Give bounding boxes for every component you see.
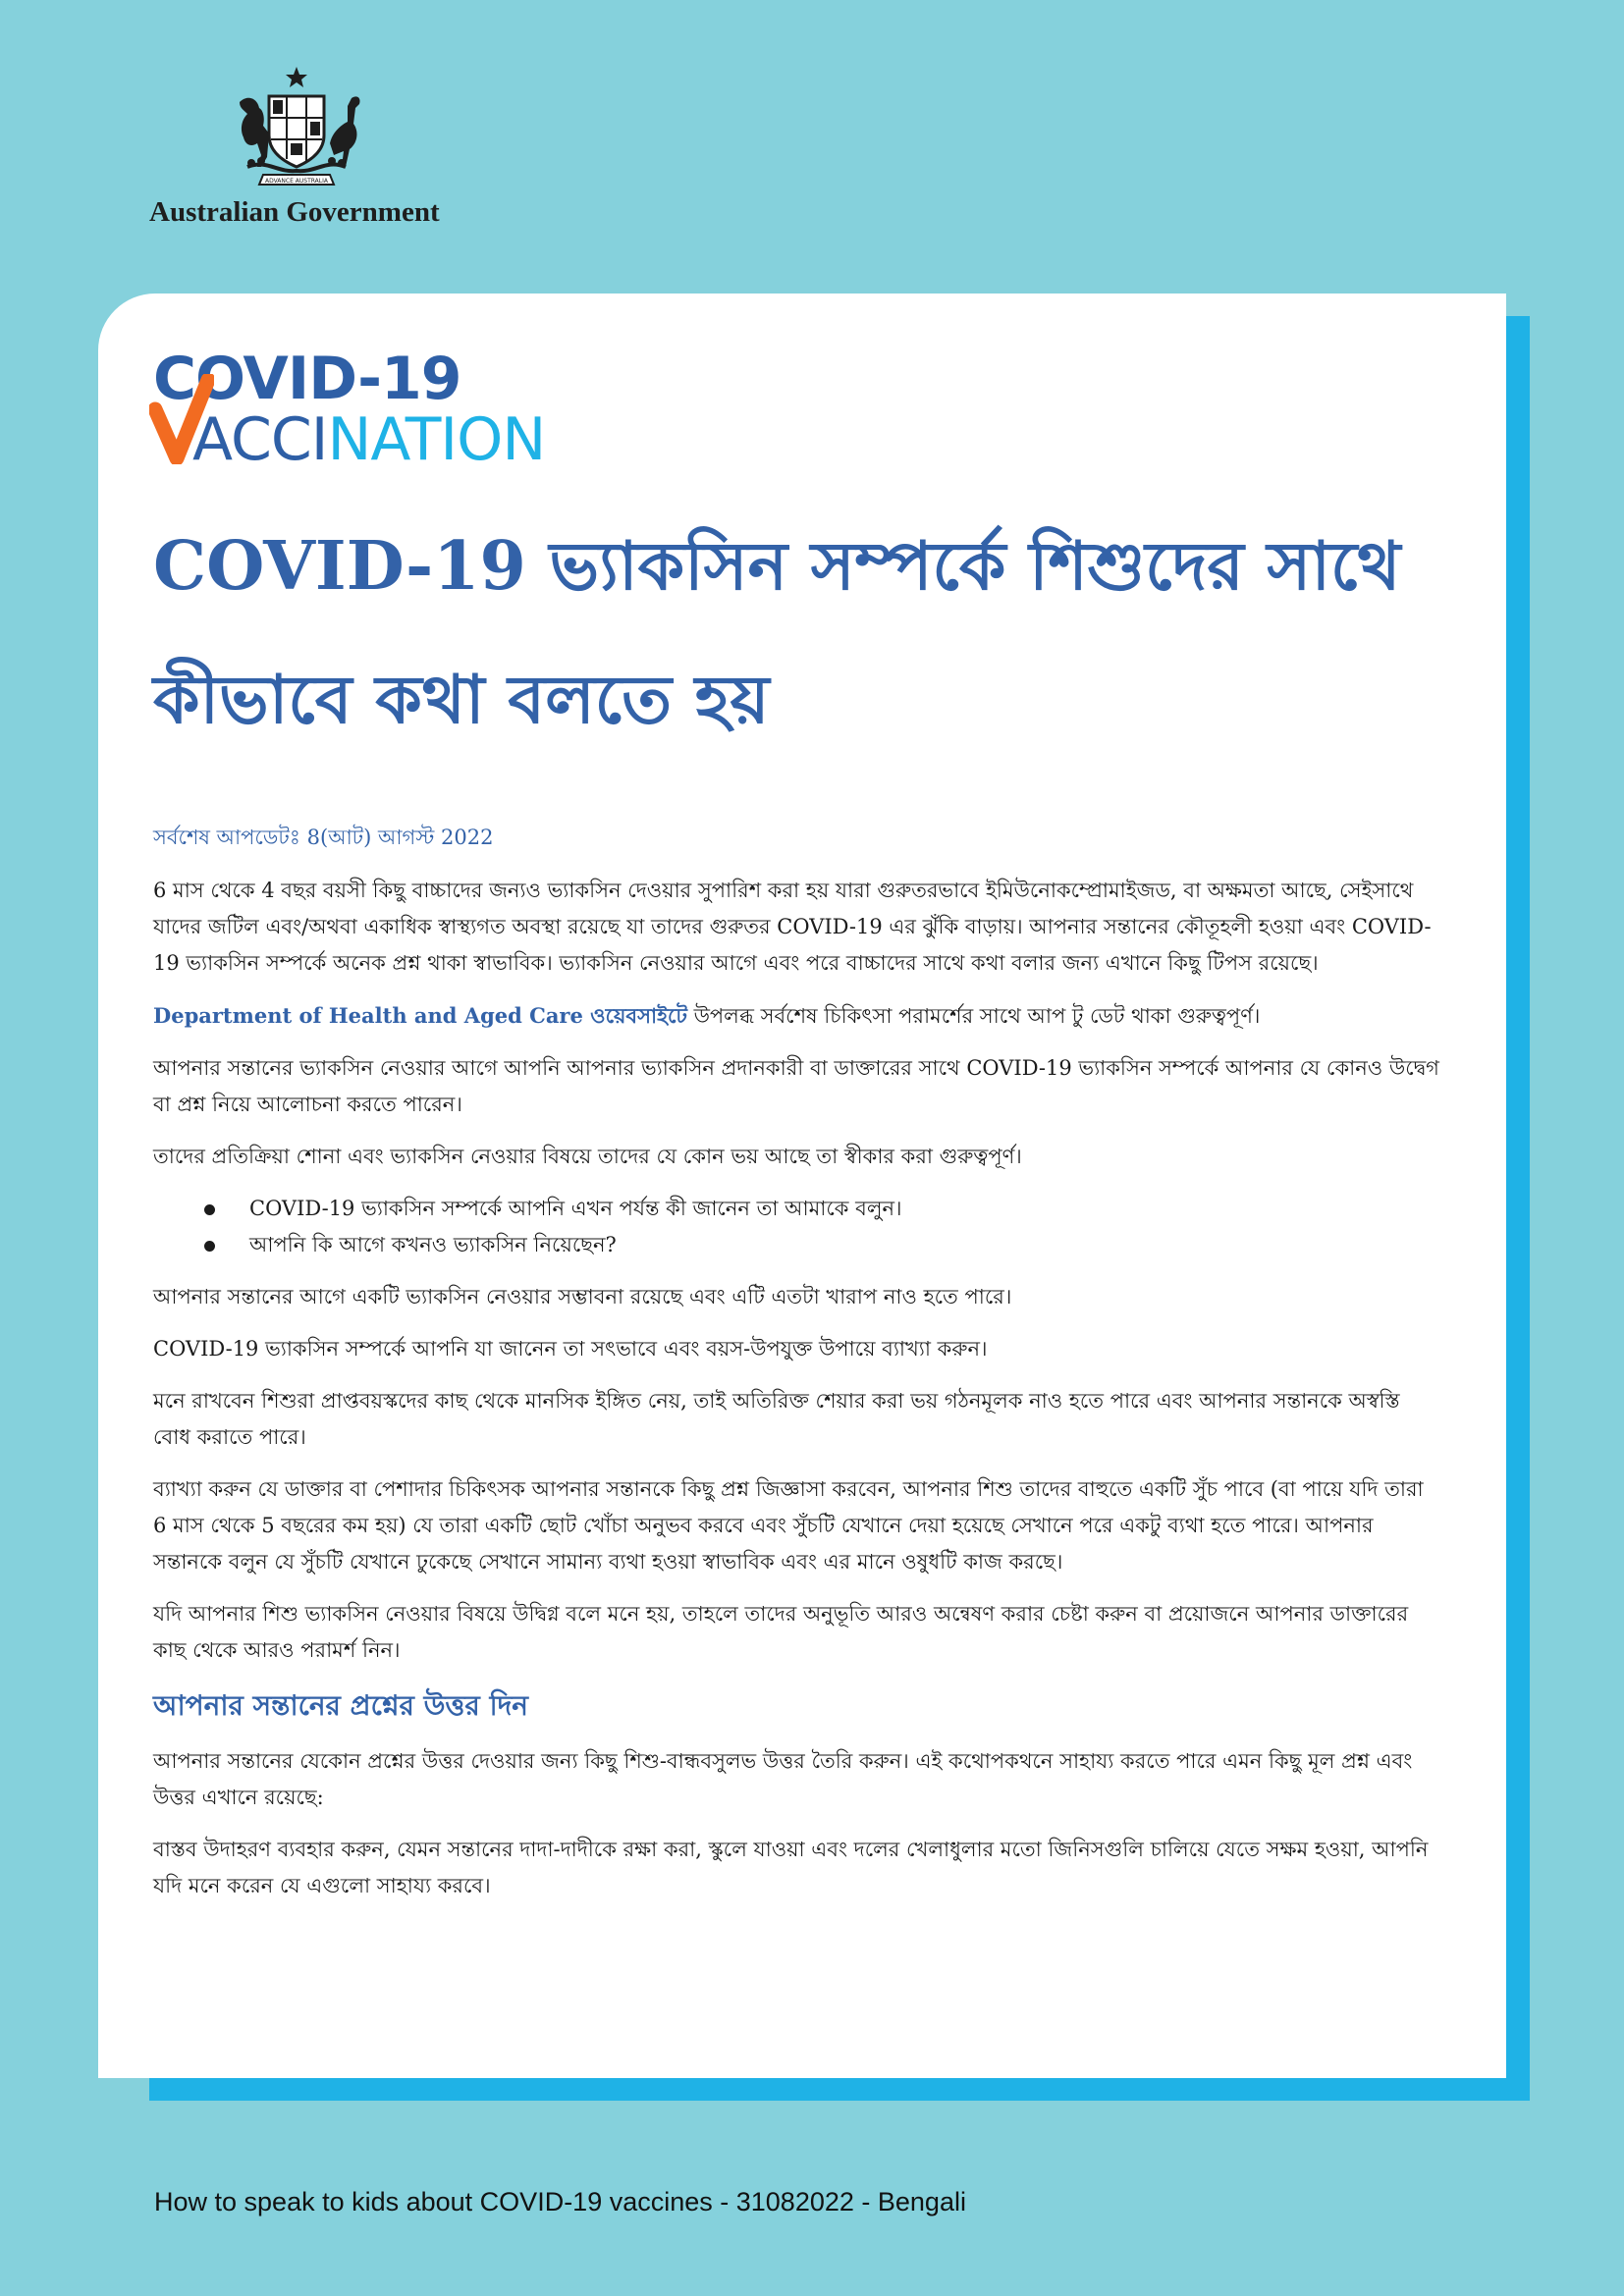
website-paragraph [153,997,1439,1035]
doctor-paragraph: ব্যাখ্যা করুন যে ডাক্তার বা পেশাদার চিকিৎসক আপনার সন্তানকে কিছু প্রশ্ন জিজ্ঞাসা করবেন, আপনার শিশু তাদের বাহুতে একটি সুঁচ পাবে (বা পায়ে যদি তারা 6 মাস থেকে 5 বছরের কম হয়) যে তারা একটি ছোট খোঁচা অনুভব করবে এবং সুঁচটি যেখানে দেয়া হয়েছে সেখানে পরে একটু ব্যথা হতে পারে। আপনার সন্তানকে বলুন যে সুঁচটি যেখানে ঢুকেছে সেখানে সামান্য ব্যথা হওয়া স্বাভাবিক এবং এর মানে ওষুধটি কাজ করছে। [153,1477,1424,1574]
answers-paragraph: আপনার সন্তানের যেকোন প্রশ্নের উত্তর দেওয়ার জন্য কিছু শিশু-বান্ধবসুলভ উত্তর তৈরি করুন। এই কথোপকথনে সাহায্য করতে পারে এমন কিছু মূল প্রশ্ন এবং উত্তর এখানে রয়েছে: [153,1749,1413,1809]
logo-line-covid19: COVID-19 [153,345,461,413]
list-item [153,1191,1439,1227]
remember-paragraph: মনে রাখবেন শিশুরা প্রাপ্তবয়স্কদের কাছ থেকে মানসিক ইঙ্গিত নেয়, তাই অতিরিক্ত শেয়ার করা ভয় গঠনমূলক নাও হতে পারে এবং আপনার সন্তানকে অস্বস্তি বোধ করাতে পারে। [153,1389,1400,1449]
bullet-icon [204,1204,215,1215]
intro-paragraph: 6 মাস থেকে 4 বছর বয়সী কিছু বাচ্চাদের জন্যও ভ্যাকসিন দেওয়ার সুপারিশ করা হয় যারা গুরুতরভাবে ইমিউনোকম্প্রোমাইজড, বা অক্ষমতা আছে, সেইসাথে যাদের জটিল এবং/অথবা একাধিক স্বাস্থ্যগত অবস্থা রয়েছে যা তাদের গুরুতর COVID-19 এর ঝুঁকি বাড়ায়। আপনার সন্তানের কৌতূহলী হওয়া এবং COVID-19 ভ্যাকসিন সম্পর্কে অনেক প্রশ্ন থাকা স্বাভাবিক। ভ্যাকসিন নেওয়ার আগে এবং পরে বাচ্চাদের সাথে কথা বলার জন্য এখানে কিছু টিপস রয়েছে। [153,879,1432,975]
question-list [153,1191,1439,1263]
content-card [98,294,1506,2078]
government-name: Australian Government [149,196,440,228]
section-heading: আপনার সন্তানের প্রশ্নের উত্তর দিন [153,1689,529,1722]
website-paragraph-text: উপলব্ধ সর্বশেষ চিকিৎসা পরামর্শের সাথে আপ টু ডেট থাকা গুরুত্বপূর্ণ। [686,1004,1261,1028]
last-updated: সর্বশেষ আপডেটঃ 8(আট) আগস্ট 2022 [153,826,494,849]
checkmark-v-icon [149,374,214,464]
coat-of-arms-icon [218,65,375,192]
examples-paragraph: বাস্তব উদাহরণ ব্যবহার করুন, যেমন সন্তানের দাদা-দাদীকে রক্ষা করা, স্কুলে যাওয়া এবং দলের খেলাধুলার মতো জিনিসগুলি চালিয়ে যেতে সক্ষম হওয়া, আপনি যদি মনে করেন যে এগুলো সাহায্য করবে। [153,1838,1429,1897]
logo-line-vaccination [192,405,545,474]
anxious-paragraph: যদি আপনার শিশু ভ্যাকসিন নেওয়ার বিষয়ে উদ্বিগ্ন বলে মনে হয়, তাহলে তাদের অনুভূতি আরও অন্বেষণ করার চেষ্টা করুন বা প্রয়োজনে আপনার ডাক্তারের কাছ থেকে আরও পরামর্শ নিন। [153,1602,1409,1662]
footer-caption: How to speak to kids about COVID-19 vaccines - 31082022 - Bengali [154,2187,966,2216]
list-item-text: আপনি কি আগে কখনও ভ্যাকসিন নিয়েছেন? [249,1233,617,1256]
document-body [153,822,1439,1920]
covid-vaccination-logo [149,345,601,474]
list-item [153,1227,1439,1263]
logo-acci: ACCI [192,405,328,474]
listen-paragraph: তাদের প্রতিক্রিয়া শোনা এবং ভ্যাকসিন নেওয়ার বিষয়ে তাদের যে কোন ভয় আছে তা স্বীকার করা গুরুত্বপূর্ণ। [153,1145,1022,1168]
before-paragraph: আপনার সন্তানের আগে একটি ভ্যাকসিন নেওয়ার সম্ভাবনা রয়েছে এবং এটি এতটা খারাপ নাও হতে পারে। [153,1285,1012,1308]
crest-motto: ADVANCE AUSTRALIA [264,178,329,185]
health-department-link[interactable]: Department of Health and Aged Care ওয়েবসাইটে [153,1003,687,1028]
list-item-text: COVID-19 ভ্যাকসিন সম্পর্কে আপনি এখন পর্যন্ত কী জানেন তা আমাকে বলুন। [249,1197,902,1220]
explain-paragraph: COVID-19 ভ্যাকসিন সম্পর্কে আপনি যা জানেন তা সৎভাবে এবং বয়স-উপযুক্ত উপায়ে ব্যাখ্যা করুন। [153,1337,988,1361]
discuss-paragraph: আপনার সন্তানের ভ্যাকসিন নেওয়ার আগে আপনি আপনার ভ্যাকসিন প্রদানকারী বা ডাক্তারের সাথে COVID-19 ভ্যাকসিন সম্পর্কে আপনার যে কোনও উদ্বেগ বা প্রশ্ন নিয়ে আলোচনা করতে পারেন। [153,1056,1439,1116]
page-title: COVID-19 ভ্যাকসিন সম্পর্কে শিশুদের সাথে কীভাবে কথা বলতে হয় [153,527,1401,739]
australian-government-logo [149,65,454,228]
logo-nation: NATION [327,405,546,474]
bullet-icon [204,1241,215,1252]
